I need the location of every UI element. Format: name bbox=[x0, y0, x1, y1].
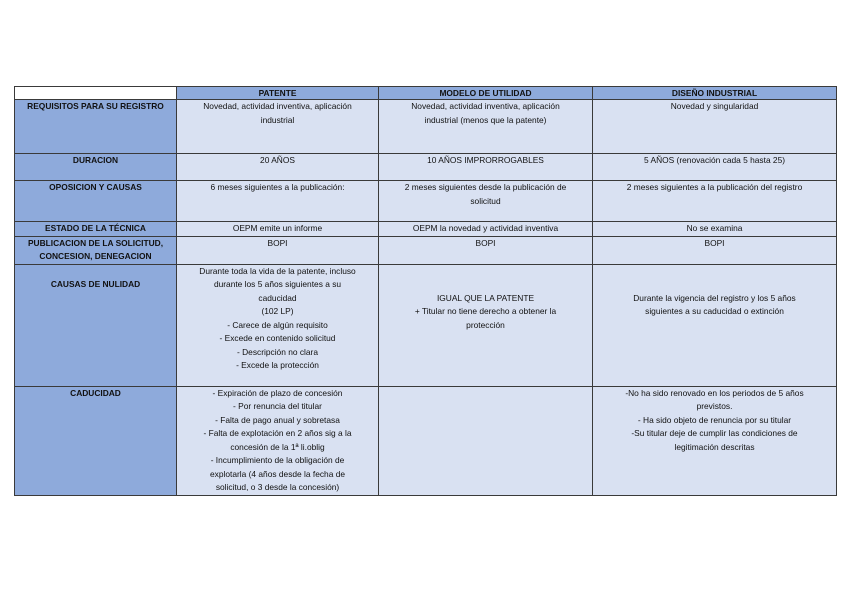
row-label-line: CONCESION, DENEGACION bbox=[39, 251, 152, 261]
cell-line: 2 meses siguientes desde la publicación de bbox=[404, 182, 567, 192]
cell-line: legitimación descritas bbox=[674, 441, 755, 452]
header-row bbox=[15, 87, 837, 100]
header-patente: PATENTE bbox=[177, 87, 379, 100]
cell-line: explotarla (4 años desde la fecha de bbox=[209, 468, 346, 479]
cell-line: Durante la vigencia del registro y los 5 años bbox=[633, 292, 796, 303]
comparison-table bbox=[14, 86, 837, 496]
cell-line: - Ha sido objeto de renuncia por su titular bbox=[637, 414, 792, 425]
cell-line: - Excede en contenido solicitud bbox=[219, 333, 336, 343]
cell-line: - Carece de algún requisito bbox=[227, 319, 328, 330]
row-oposicion bbox=[15, 181, 837, 222]
cell-oposicion-patente: 6 meses siguientes a la publicación: bbox=[177, 181, 379, 222]
header-corner-cell bbox=[15, 87, 177, 100]
cell-line: - Excede la protección bbox=[236, 360, 319, 370]
header-modelo-utilidad: MODELO DE UTILIDAD bbox=[379, 87, 593, 100]
cell-duracion-diseno: 5 AÑOS (renovación cada 5 hasta 25) bbox=[593, 154, 837, 181]
row-publicacion bbox=[15, 236, 837, 264]
row-requisitos bbox=[15, 100, 837, 154]
cell-estado-patente: OEPM emite un informe bbox=[177, 222, 379, 237]
cell-line: IGUAL QUE LA PATENTE bbox=[436, 292, 535, 303]
cell-caducidad-diseno bbox=[593, 386, 837, 495]
row-caducidad bbox=[15, 386, 837, 495]
cell-publicacion-diseno: BOPI bbox=[593, 236, 837, 264]
cell-line: concesión de la 1ª li.oblig bbox=[230, 441, 325, 452]
row-label-oposicion: OPOSICION Y CAUSAS bbox=[15, 181, 177, 222]
cell-line: Novedad, actividad inventiva, aplicación bbox=[411, 101, 560, 111]
cell-line: solicitud, o 3 desde la concesión) bbox=[215, 482, 340, 492]
cell-line: industrial bbox=[260, 114, 295, 125]
cell-line: caducidad bbox=[258, 292, 297, 303]
row-nulidad bbox=[15, 264, 837, 386]
cell-line: - Descripción no clara bbox=[237, 346, 318, 357]
cell-line: protección bbox=[466, 319, 505, 330]
cell-caducidad-modelo bbox=[379, 386, 593, 495]
cell-estado-modelo: OEPM la novedad y actividad inventiva bbox=[379, 222, 593, 237]
cell-requisitos-patente bbox=[177, 100, 379, 154]
cell-duracion-modelo: 10 AÑOS IMPRORROGABLES bbox=[379, 154, 593, 181]
cell-line: - Expiración de plazo de concesión bbox=[212, 387, 343, 398]
cell-line: + Titular no tiene derecho a obtener la bbox=[414, 306, 557, 316]
cell-nulidad-diseno bbox=[593, 264, 837, 386]
cell-line: - Falta de explotación en 2 años sig a la bbox=[203, 428, 352, 438]
cell-line: industrial (menos que la patente) bbox=[424, 114, 547, 125]
cell-oposicion-diseno: 2 meses siguientes a la publicación del registro bbox=[593, 181, 837, 222]
cell-line: previstos. bbox=[696, 401, 733, 411]
cell-oposicion-modelo bbox=[379, 181, 593, 222]
cell-caducidad-patente bbox=[177, 386, 379, 495]
row-estado-tecnica bbox=[15, 222, 837, 237]
row-label-caducidad: CADUCIDAD bbox=[15, 386, 177, 495]
cell-line: - Falta de pago anual y sobretasa bbox=[215, 414, 340, 425]
row-label-duracion: DURACION bbox=[15, 154, 177, 181]
cell-estado-diseno: No se examina bbox=[593, 222, 837, 237]
cell-line: Durante toda la vida de la patente, incluso bbox=[199, 265, 356, 276]
cell-requisitos-modelo bbox=[379, 100, 593, 154]
cell-line: - Por renuncia del titular bbox=[233, 401, 322, 411]
cell-line: durante los 5 años siguientes a su bbox=[213, 279, 342, 289]
cell-line: -No ha sido renovado en los periodos de 5 años bbox=[625, 387, 804, 398]
cell-line: - Incumplimiento de la obligación de bbox=[210, 455, 345, 465]
row-label-nulidad: CAUSAS DE NULIDAD bbox=[15, 264, 177, 386]
cell-requisitos-diseno: Novedad y singularidad bbox=[593, 100, 837, 154]
cell-line: -Su titular deje de cumplir las condiciones de bbox=[631, 428, 798, 438]
cell-publicacion-patente: BOPI bbox=[177, 236, 379, 264]
cell-line: (102 LP) bbox=[261, 306, 294, 316]
cell-nulidad-patente bbox=[177, 264, 379, 386]
cell-publicacion-modelo: BOPI bbox=[379, 236, 593, 264]
cell-line: Novedad, actividad inventiva, aplicación bbox=[203, 101, 352, 111]
row-label-line: PUBLICACION DE LA SOLICITUD, bbox=[27, 237, 164, 248]
cell-nulidad-modelo bbox=[379, 264, 593, 386]
row-label-estado-tecnica: ESTADO DE LA TÉCNICA bbox=[15, 222, 177, 237]
cell-duracion-patente: 20 AÑOS bbox=[177, 154, 379, 181]
header-diseno-industrial: DISEÑO INDUSTRIAL bbox=[593, 87, 837, 100]
cell-line: solicitud bbox=[470, 195, 501, 206]
row-duracion bbox=[15, 154, 837, 181]
cell-line: siguientes a su caducidad o extinción bbox=[645, 306, 784, 316]
row-label-requisitos: REQUISITOS PARA SU REGISTRO bbox=[15, 100, 177, 154]
row-label-publicacion bbox=[15, 236, 177, 264]
